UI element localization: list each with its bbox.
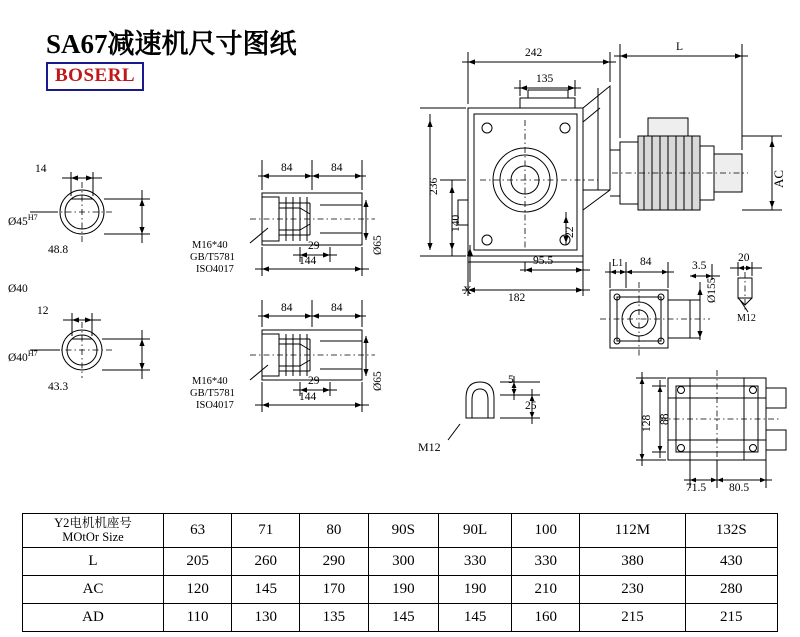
shaft-end-view-lower	[30, 313, 150, 379]
cell: 215	[580, 603, 685, 631]
dim-29-upper: 29	[308, 240, 320, 252]
cell: 290	[300, 547, 368, 575]
cell: 280	[685, 575, 777, 603]
cell: 145	[232, 575, 300, 603]
cell: 145	[439, 603, 512, 631]
dim-71-5: 71.5	[686, 482, 707, 494]
dim-3-5: 3.5	[692, 260, 707, 272]
dim-242: 242	[525, 47, 543, 59]
dim-5: 5	[508, 374, 514, 386]
cell: 90L	[439, 514, 512, 548]
cell: 130	[232, 603, 300, 631]
cell: 160	[512, 603, 580, 631]
cell: 210	[512, 575, 580, 603]
dim-43-3: 43.3	[48, 381, 69, 393]
dim-48-8: 48.8	[48, 244, 69, 256]
dim-m12-plug: M12	[418, 440, 441, 454]
row-label-motor-size	[23, 514, 164, 548]
dim-84-a-upper: 84	[281, 162, 293, 174]
dim-L: L	[676, 41, 684, 53]
dim-d45h7: $Ø45^{H7}$	[8, 213, 38, 228]
base-plan-view	[636, 370, 786, 488]
table-row	[23, 547, 778, 575]
page-title: SA67减速机尺寸图纸	[46, 29, 297, 59]
specification-table	[22, 513, 778, 632]
dim-144-upper: 144	[299, 255, 317, 267]
dim-d40: Ø40	[8, 283, 28, 295]
cell: 215	[685, 603, 777, 631]
bolt-note-1-lower: M16*40	[192, 376, 228, 387]
dim-20: 20	[738, 252, 750, 264]
dim-29-lower: 29	[308, 375, 320, 387]
dim-d40h7: $Ø40^{H7}$	[8, 349, 38, 364]
dim-84-mid: 84	[640, 256, 652, 268]
dim-d155: Ø155	[706, 277, 718, 303]
cell: 190	[439, 575, 512, 603]
bolt-note-3-upper: ISO4017	[196, 264, 234, 275]
dim-d65-upper: Ø65	[372, 235, 384, 255]
dim-L1: L1	[612, 258, 624, 269]
cell: 330	[512, 547, 580, 575]
cell: 300	[368, 547, 439, 575]
cell: 100	[512, 514, 580, 548]
table-body	[23, 514, 778, 632]
cell: 71	[232, 514, 300, 548]
shaft-end-view-upper	[30, 172, 150, 243]
cell: 190	[368, 575, 439, 603]
bottom-dimensions	[462, 262, 590, 296]
table-row	[23, 514, 778, 548]
bolt-note-2-upper: GB/T5781	[190, 252, 235, 263]
row-label-line1: Y2电机机座号	[54, 516, 132, 530]
cell: 430	[685, 547, 777, 575]
row-label-L: L	[23, 547, 164, 575]
cell: 132S	[685, 514, 777, 548]
dim-12: 12	[37, 305, 49, 317]
cell: 145	[368, 603, 439, 631]
dim-140: 140	[450, 214, 462, 232]
flange-side-view	[600, 262, 720, 356]
dim-182: 182	[508, 292, 526, 304]
brand-text: BOSERL	[55, 65, 136, 86]
cell: 170	[300, 575, 368, 603]
dim-14: 14	[35, 163, 47, 175]
cell: 80	[300, 514, 368, 548]
dim-d65-lower: Ø65	[372, 371, 384, 391]
row-label-AC: AC	[23, 575, 164, 603]
bolt-detail-right	[730, 262, 762, 312]
top-dimensions	[462, 44, 748, 150]
dim-135: 135	[536, 73, 554, 85]
dim-128: 128	[641, 414, 653, 432]
cell: 90S	[368, 514, 439, 548]
dim-84-b-upper: 84	[331, 162, 343, 174]
row-label-line2: MOtOr Size	[62, 530, 124, 545]
dim-22: 22	[564, 226, 576, 238]
cell: 63	[164, 514, 232, 548]
bolt-note-2-lower: GB/T5781	[190, 388, 235, 399]
gearbox-main-view	[458, 86, 748, 262]
dim-84-a-lower: 84	[281, 302, 293, 314]
cell: 110	[164, 603, 232, 631]
table-row	[23, 575, 778, 603]
bolt-note-3-lower: ISO4017	[196, 400, 234, 411]
dim-88: 88	[659, 413, 671, 425]
dim-84-b-lower: 84	[331, 302, 343, 314]
cell: 260	[232, 547, 300, 575]
bolt-note-1-upper: M16*40	[192, 240, 228, 251]
label-X: X	[463, 283, 472, 297]
dim-144-lower: 144	[299, 391, 317, 403]
dim-80-5: 80.5	[729, 482, 750, 494]
cell: 205	[164, 547, 232, 575]
cell: 112M	[580, 514, 685, 548]
cell: 120	[164, 575, 232, 603]
cell: 330	[439, 547, 512, 575]
dim-m12-right: M12	[737, 313, 756, 324]
dim-95-5: 95.5	[533, 255, 554, 267]
dim-AC: AC	[771, 169, 786, 188]
row-label-AD: AD	[23, 603, 164, 631]
cell: 380	[580, 547, 685, 575]
cell: 135	[300, 603, 368, 631]
dim-236: 236	[428, 177, 440, 195]
table-row	[23, 603, 778, 631]
dim-25: 25	[525, 400, 537, 412]
cell: 230	[580, 575, 685, 603]
